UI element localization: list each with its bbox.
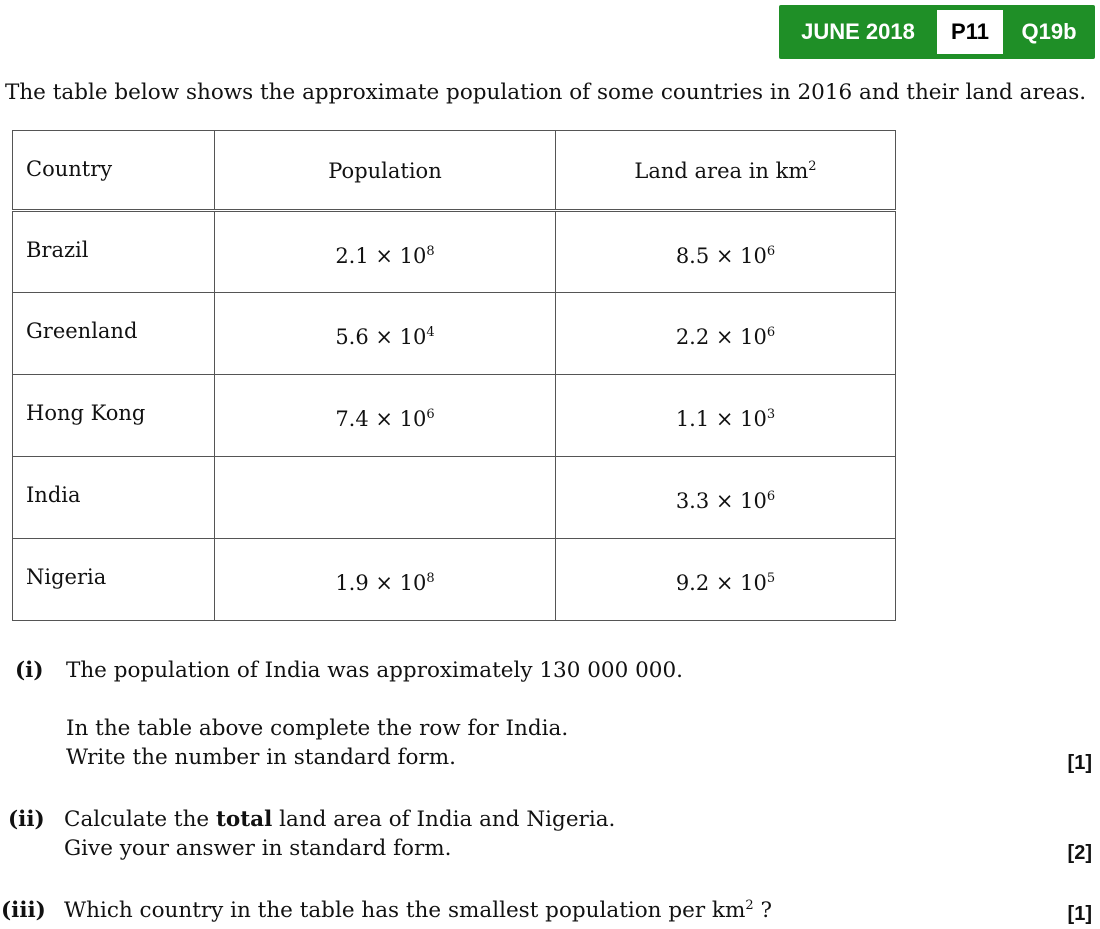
cell-land-area: $9.2 \times 10^5$: [556, 539, 896, 621]
cell-land-area: $8.5 \times 10^6$: [556, 211, 896, 293]
cell-country: Brazil: [13, 211, 215, 293]
cell-population: $5.6 \times 10^4$: [215, 293, 556, 375]
cell-population: $1.9 \times 10^8$: [215, 539, 556, 621]
cell-land-area: $2.2 \times 10^6$: [556, 293, 896, 375]
cell-land-area: $1.1 \times 10^3$: [556, 375, 896, 457]
cell-land-area: $3.3 \times 10^6$: [556, 457, 896, 539]
cell-country: Hong Kong: [13, 375, 215, 457]
question-ii-mark: [2]: [1067, 842, 1092, 864]
question-i-line1: The population of India was approximately 130 000 000.: [66, 658, 683, 683]
question-ii-line2: Give your answer in standard form.: [64, 836, 452, 861]
header-land-area: Land area in $km^2$: [556, 131, 896, 211]
question-i-line3: Write the number in standard form.: [66, 745, 456, 770]
table-row: [13, 211, 896, 293]
table-row: [13, 293, 896, 375]
table-row: [13, 539, 896, 621]
badge-date: JUNE 2018: [801, 19, 915, 44]
question-iii-number: (iii): [1, 898, 46, 923]
cell-population: $7.4 \times 10^6$: [215, 375, 556, 457]
table-row: [13, 457, 896, 539]
header-country: Country: [13, 131, 215, 211]
question-ii-number: (ii): [8, 807, 45, 832]
cell-country: India: [13, 457, 215, 539]
population-table: [12, 130, 896, 621]
cell-population-blank[interactable]: [215, 457, 556, 539]
cell-population: $2.1 \times 10^8$: [215, 211, 556, 293]
question-ii-line1: Calculate the total land area of India and Nigeria.: [64, 807, 616, 832]
header-population: Population: [215, 131, 556, 211]
question-i-line2: In the table above complete the row for India.: [66, 716, 569, 741]
intro-text: The table below shows the approximate population of some countries in 2016 and their land areas.: [5, 80, 1087, 105]
question-badge: [779, 5, 1095, 59]
table-row: [13, 375, 896, 457]
cell-country: Nigeria: [13, 539, 215, 621]
badge-question: Q19b: [1021, 19, 1077, 44]
question-i-number: (i): [15, 658, 44, 683]
table-header-row: [13, 131, 896, 211]
question-iii-text: Which country in the table has the smallest population per $km^2$ ?: [64, 898, 773, 924]
question-i-mark: [1]: [1067, 752, 1092, 774]
badge-paper: P11: [937, 10, 1003, 54]
question-iii-mark: [1]: [1067, 903, 1092, 925]
cell-country: Greenland: [13, 293, 215, 375]
